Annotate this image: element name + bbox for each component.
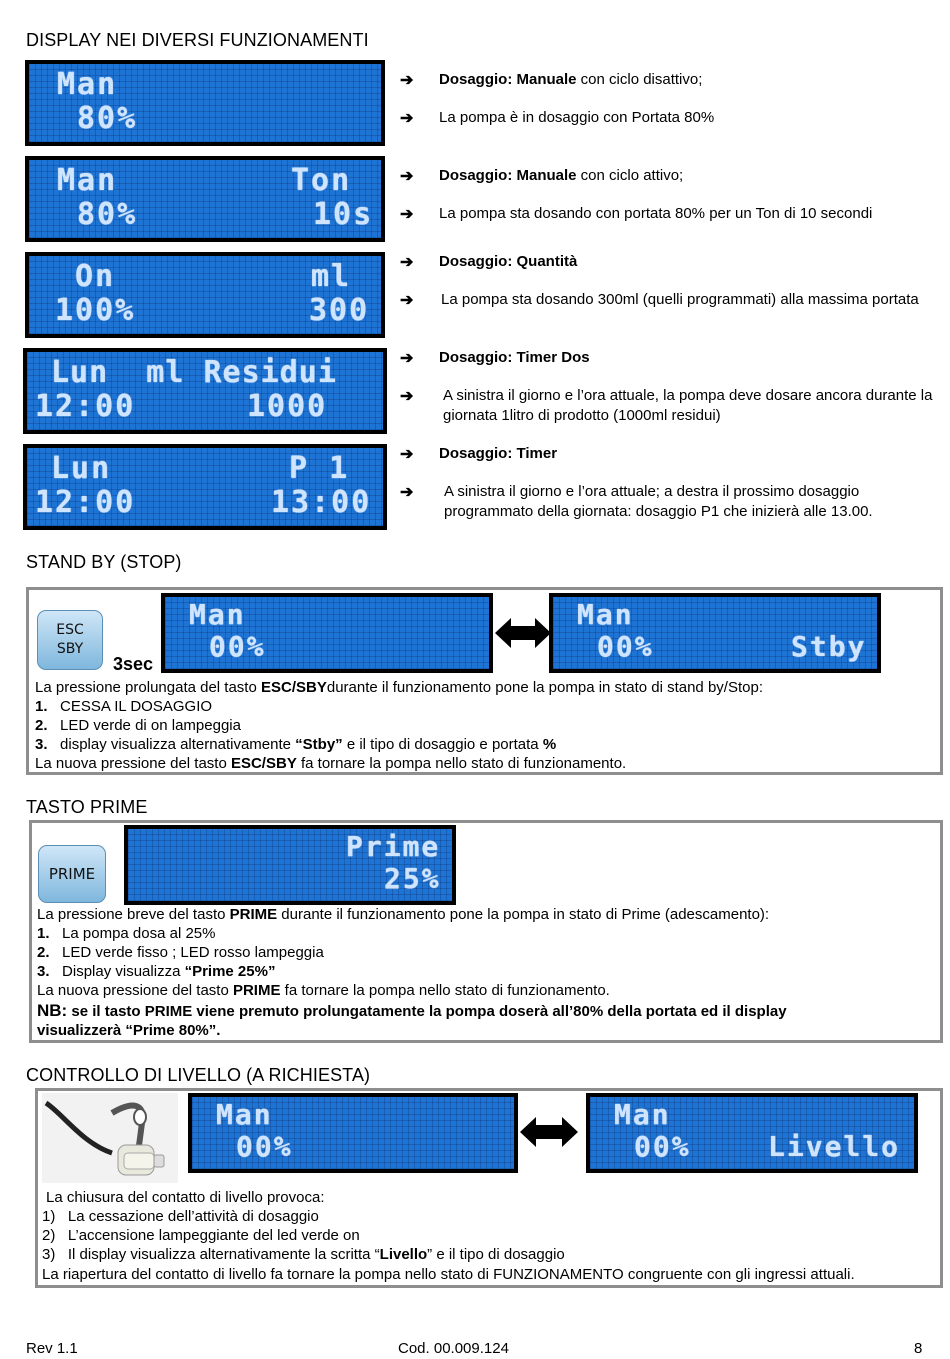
double-arrow-icon — [495, 616, 551, 650]
lcd-line1-right: Ton — [291, 163, 352, 198]
prime-note-2: visualizzerà “Prime 80%”. — [37, 1022, 221, 1039]
arrow-icon: ➔ — [400, 292, 414, 309]
lcd-livello-livello — [586, 1093, 918, 1173]
lcd-line2-left: 12:00 — [35, 389, 136, 424]
desc-manual-cycle-1: Dosaggio: Manuale con ciclo attivo; — [439, 167, 684, 184]
livello-box — [35, 1088, 943, 1288]
lcd-display-manual — [25, 60, 385, 146]
arrow-icon: ➔ — [400, 388, 414, 405]
prime-item-1: 1. La pompa dosa al 25% — [37, 925, 216, 942]
lcd-line2-right: 300 — [309, 293, 370, 328]
prime-intro: La pressione breve del tasto PRIME durante il funzionamento pone la pompa in stato di Prime (adescamento): — [37, 906, 770, 923]
arrow-icon: ➔ — [400, 206, 414, 223]
standby-item-1: 1. CESSA IL DOSAGGIO — [35, 698, 213, 715]
lcd-line1: Man — [577, 598, 634, 631]
lcd-display-manual-ton — [25, 156, 385, 242]
arrow-icon: ➔ — [400, 110, 414, 127]
standby-box — [26, 587, 943, 775]
section-title-livello: CONTROLLO DI LIVELLO (A RICHIESTA) — [26, 1065, 371, 1085]
arrow-icon: ➔ — [400, 168, 414, 185]
lcd-line1: Man — [57, 67, 118, 102]
key-label-prime: PRIME — [48, 864, 96, 883]
lcd-line2: 00% — [236, 1130, 293, 1163]
lcd-standby-man — [161, 593, 493, 673]
livello-item-2: 2) L’accensione lampeggiante del led verde on — [42, 1227, 360, 1244]
key-label-sby: SBY — [56, 641, 84, 657]
lcd-display-timer-dos — [23, 348, 387, 434]
lcd-line2-left: 12:00 — [35, 485, 136, 520]
lcd-line2-left: 100% — [55, 293, 136, 328]
lcd-line2-left: 00% — [634, 1130, 691, 1163]
key-label-esc: ESC — [56, 622, 84, 638]
lcd-line2-right: Stby — [791, 630, 867, 663]
arrow-icon: ➔ — [400, 350, 414, 367]
livello-item-1: 1) La cessazione dell’attività di dosaggio — [42, 1208, 319, 1225]
lcd-line2: 80% — [77, 101, 138, 136]
desc-manual-1: Dosaggio: Manuale con ciclo disattivo; — [439, 71, 703, 88]
lcd-display-timer — [23, 444, 387, 530]
desc-quantity-2: La pompa sta dosando 300ml (quelli programmati) alla massima portata — [441, 291, 919, 308]
desc-timer-2: A sinistra il giorno e l’ora attuale; a destra il prossimo dosaggio programmato della giornata: dosaggio P1 che inizierà alle 13.00. — [444, 483, 873, 520]
lcd-livello-man — [188, 1093, 518, 1173]
desc-quantity-1: Dosaggio: Quantità — [439, 253, 578, 270]
lcd-line1: Lun ml Residui — [51, 355, 337, 390]
hold-time: 3sec — [113, 654, 154, 674]
lcd-line1: Man — [189, 598, 246, 631]
double-arrow-icon — [520, 1115, 578, 1149]
section-title-prime: TASTO PRIME — [26, 797, 148, 817]
lcd-line1-right: ml — [311, 259, 352, 294]
livello-outro: La riapertura del contatto di livello fa tornare la pompa nello stato di FUNZIONAMENTO congruente con gli ingressi attuali. — [42, 1266, 855, 1283]
lcd-line2: 25% — [384, 862, 441, 895]
lcd-line2-right: 13:00 — [271, 485, 372, 520]
lcd-standby-stby — [549, 593, 881, 673]
desc-timerdos-2: A sinistra il giorno e l’ora attuale, la pompa deve dosare ancora durante la giornata 1litro di prodotto (1000ml residui) — [443, 387, 933, 424]
desc-manual-2: La pompa è in dosaggio con Portata 80% — [439, 109, 715, 126]
desc-manual-cycle-2: La pompa sta dosando con portata 80% per un Ton di 10 secondi — [439, 205, 873, 222]
arrow-icon: ➔ — [400, 484, 414, 501]
footer-revision: Rev 1.1 — [26, 1340, 78, 1357]
esc-sby-key-icon — [37, 610, 103, 670]
lcd-prime — [124, 825, 456, 905]
lcd-line2: 00% — [209, 630, 266, 663]
standby-item-2: 2. LED verde di on lampeggia — [35, 717, 241, 734]
arrow-icon: ➔ — [400, 254, 414, 271]
lcd-line2-right: 1000 — [247, 389, 328, 424]
standby-item-3: 3. display visualizza alternativamente “Stby” e il tipo di dosaggio e portata % — [35, 736, 557, 753]
footer-code: Cod. 00.009.124 — [398, 1340, 509, 1357]
prime-key-icon — [38, 845, 106, 903]
lcd-line2-right: 10s — [313, 197, 374, 232]
standby-intro: La pressione prolungata del tasto ESC/SBYdurante il funzionamento pone la pompa in stato di stand by/Stop: — [35, 679, 763, 696]
lcd-line1-left: Lun — [51, 451, 112, 486]
lcd-line1-right: P 1 — [289, 451, 350, 486]
desc-timerdos-1: Dosaggio: Timer Dos — [439, 349, 590, 366]
lcd-line1-left: On — [75, 259, 116, 294]
section-title-display: DISPLAY NEI DIVERSI FUNZIONAMENTI — [26, 30, 369, 50]
livello-intro: La chiusura del contatto di livello provoca: — [46, 1189, 325, 1206]
section-title-standby: STAND BY (STOP) — [26, 552, 182, 572]
arrow-icon: ➔ — [400, 446, 414, 463]
lcd-line2-left: 00% — [597, 630, 654, 663]
level-sensor-icon — [42, 1093, 178, 1183]
prime-box — [29, 820, 943, 1043]
desc-timer-1: Dosaggio: Timer — [439, 445, 558, 462]
footer-page-number: 8 — [914, 1340, 923, 1357]
lcd-line2-right: Livello — [768, 1130, 901, 1163]
standby-outro: La nuova pressione del tasto ESC/SBY fa tornare la pompa nello stato di funzionamento. — [35, 755, 627, 772]
livello-item-3: 3) Il display visualizza alternativamente la scritta “Livello” e il tipo di dosaggio — [42, 1246, 565, 1263]
lcd-display-quantity — [25, 252, 385, 338]
prime-item-2: 2. LED verde fisso ; LED rosso lampeggia — [37, 944, 324, 961]
arrow-icon: ➔ — [400, 72, 414, 89]
lcd-line2-left: 80% — [77, 197, 138, 232]
prime-note-1: NB: se il tasto PRIME viene premuto prolungatamente la pompa doserà all’80% della portata ed il display — [37, 1001, 787, 1020]
lcd-line1: Man — [216, 1098, 273, 1131]
lcd-line1: Man — [614, 1098, 671, 1131]
lcd-line1-left: Man — [57, 163, 118, 198]
prime-item-3: 3. Display visualizza “Prime 25%” — [37, 963, 276, 980]
prime-outro: La nuova pressione del tasto PRIME fa tornare la pompa nello stato di funzionamento. — [37, 982, 610, 999]
lcd-line1: Prime — [346, 830, 441, 863]
